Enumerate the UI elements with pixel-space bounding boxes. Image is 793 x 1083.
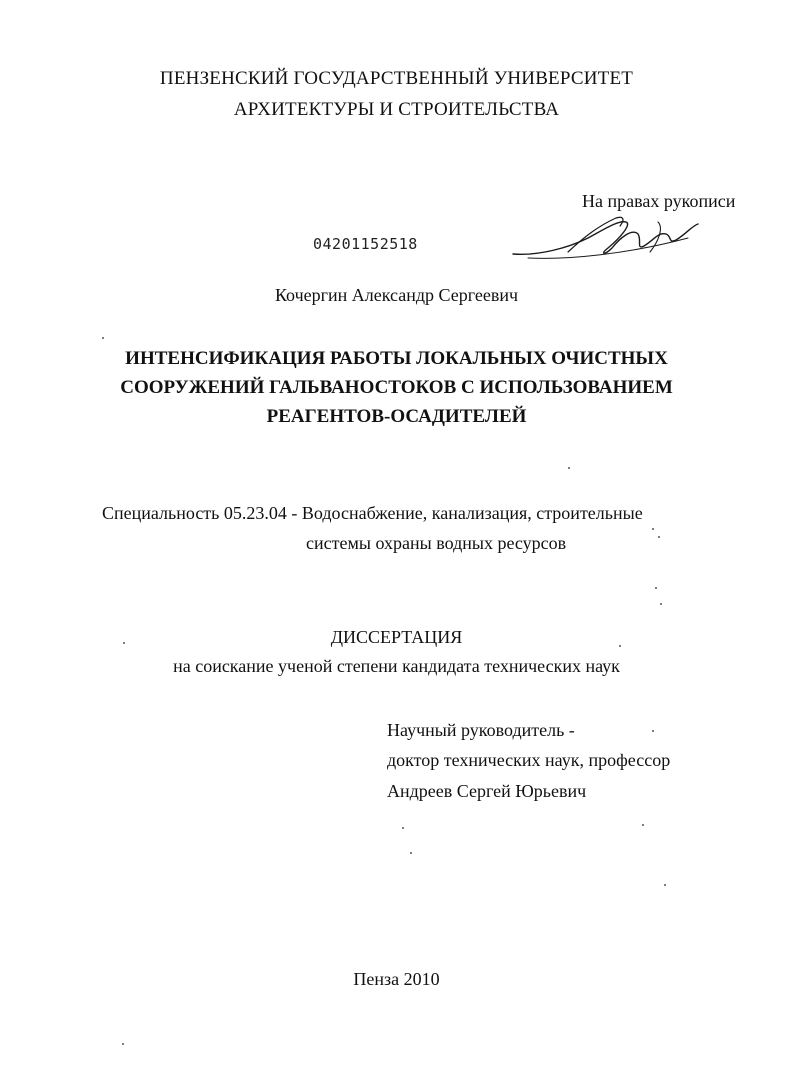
scan-speck — [402, 827, 404, 829]
signature-image — [508, 208, 708, 268]
specialty-line1: Специальность 05.23.04 - Водоснабжение, канализация, строительные — [102, 503, 643, 523]
scan-speck — [568, 467, 570, 469]
supervisor-degree: доктор технических наук, профессор — [387, 750, 671, 770]
supervisor-name: Андреев Сергей Юрьевич — [387, 781, 587, 801]
scan-speck — [410, 852, 412, 854]
scan-speck — [642, 824, 644, 826]
title-line3: РЕАГЕНТОВ-ОСАДИТЕЛЕЙ — [266, 406, 527, 427]
scan-speck — [664, 884, 666, 886]
scan-speck — [123, 642, 125, 644]
place-year: Пенза 2010 — [353, 969, 440, 989]
manuscript-rights-label: На правах рукописи — [582, 191, 736, 211]
title-line1: ИНТЕНСИФИКАЦИЯ РАБОТЫ ЛОКАЛЬНЫХ ОЧИСТНЫХ — [125, 348, 668, 369]
scan-speck — [658, 536, 660, 538]
scan-speck — [652, 730, 654, 732]
dissertation-subheading: на соискание ученой степени кандидата технических наук — [173, 656, 620, 676]
scan-speck — [652, 528, 654, 530]
author-name: Кочергин Александр Сергеевич — [274, 285, 519, 305]
scan-speck — [122, 1043, 124, 1045]
title-line2: СООРУЖЕНИЙ ГАЛЬВАНОСТОКОВ С ИСПОЛЬЗОВАНИЕМ — [120, 377, 673, 398]
university-name-line2: АРХИТЕКТУРЫ И СТРОИТЕЛЬСТВА — [233, 99, 560, 120]
scan-speck — [660, 603, 662, 605]
inventory-number: 04201152518 — [313, 235, 418, 253]
scan-speck — [619, 645, 621, 647]
university-name-line1: ПЕНЗЕНСКИЙ ГОСУДАРСТВЕННЫЙ УНИВЕРСИТЕТ — [159, 68, 634, 89]
specialty-line2: системы охраны водных ресурсов — [306, 533, 567, 553]
scan-speck — [102, 337, 104, 339]
scan-speck — [655, 587, 657, 589]
supervisor-role: Научный руководитель - — [387, 720, 575, 740]
dissertation-heading: ДИССЕРТАЦИЯ — [330, 627, 463, 647]
